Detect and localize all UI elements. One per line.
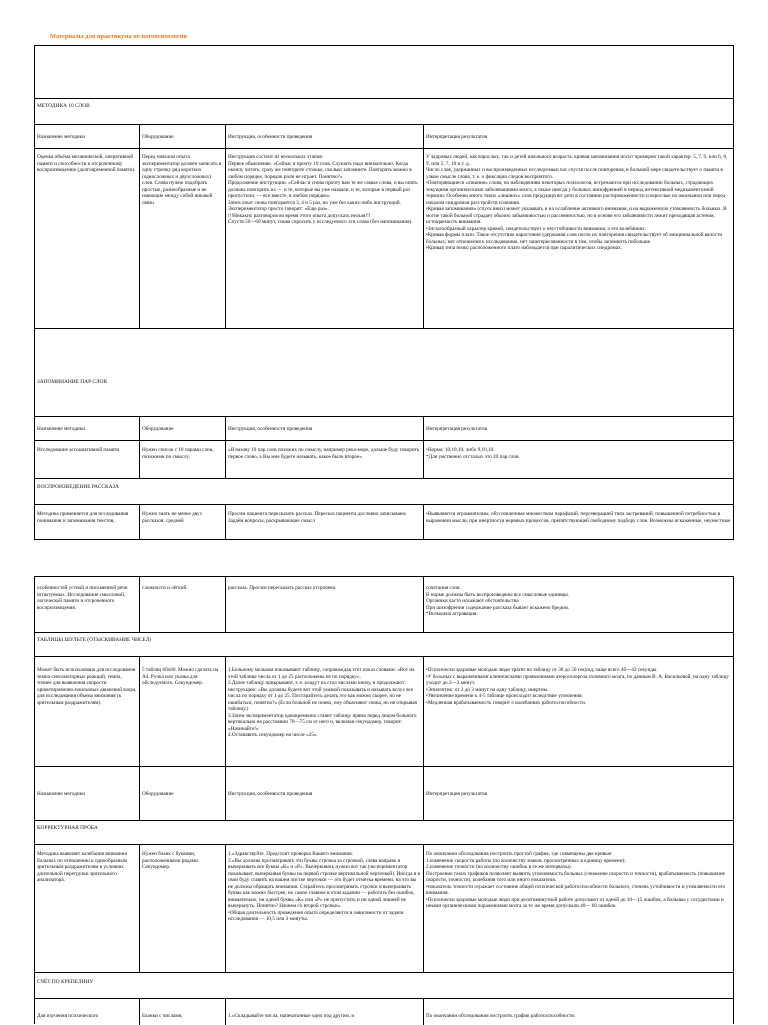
cell-instruction: 1.«Здравствуйте. Предстоит проверка Вашего внимания. 2.«Вы должны просматривать эти буквы строчка за строчкой, слева направо и вычеркивать все буквы «К» и «Р». Вычеркивать нужно вот так (экспериментатор показывает, вычеркивая буквы на первой строчке вертикальной черточкой). Иногда я в свои буду ставить на вашем листке черточки — это будет отметка времени, на это вы не должны обращать внимания. Старайтесь просматривать строчки и вычеркивать буквы как можно быстрее, но самое главное в этом задании — работать без ошибок, внимательно, ни одной буквы «К» или «Р» не пропустить и ни одной лишней не вычеркнуть. Понятно? Начнем со второй строчки». •Общая длительность проведения опыта определяется в зависимости от задачи исследования — 10,5 или 3 минуты. [225, 845, 423, 972]
blank-header-row [35, 46, 733, 98]
header-purpose: Назначение методики [37, 426, 85, 433]
cell-instruction: 1.«Складывайте числа, напечатанные одно под другим, и [225, 999, 423, 1025]
header-interpretation: Интерпретация результатов [423, 125, 733, 148]
section-title: ВОСПРОИЗВЕДЕНИЕ РАССКАЗА [37, 484, 119, 490]
top-link[interactable]: Материалы для практикума по патопсихологии [50, 33, 188, 40]
header-row [35, 766, 733, 820]
section-proof [35, 820, 733, 844]
cell-equipment: Нужен список с 10 парами слов, похожими по смыслу. [139, 441, 225, 478]
header-interpretation: Интерпретация результатов [423, 417, 733, 440]
cell-equipment: 5 таблиц 60х60. Можно сделать на А4. Ручка или указка для обследуемого. Секундомер. [139, 657, 225, 766]
header-row [35, 124, 733, 148]
cell-purpose: Для изучения психического [37, 1013, 99, 1019]
section-title: СЧЁТ ПО КРЕПЕЛИНУ [37, 979, 94, 985]
header-row [35, 416, 733, 440]
row-kraepelin [35, 998, 733, 1025]
header-instruction: Инструкция, особенности проведения [225, 767, 423, 820]
cell-instruction: Инструкция состоит из нескольких этапов: Первое объяснение. «Сейчас я прочту 10 слов. Слушать надо внимательно. Когда окончу читать, сразу же повторите столько, сколько запомните. Повторять можно в любом порядке, порядок роли не играет. Понятно?» Продолжение инструкции. «Сейчас я снова прочту вам те же самые слова, и вы опять должны повторить их — и те, которые вы уже назвали, и те, которые в первый раз пропустили, — все вместе, в любом порядке». Затем опыт снова повторяется 3, 4 и 5 раз, но уже без каких-либо инструкций. Экспериментатор просто говорит: «Еще раз». !!!Никаких разговоров во время этого опыта допускать нельзя!!! Спустя 50—60 минут, снова спросить у исследуемого эти слова (без напоминания). [225, 149, 423, 328]
section-schulte [35, 632, 733, 656]
cell-interpretation: По окончании обследования построить график работоспособности: [423, 999, 733, 1025]
row-schulte [35, 656, 733, 766]
header-purpose: Назначение методики [37, 791, 85, 798]
section-kraepelin [35, 972, 733, 998]
cell-interpretation: •Норма: 10,10,10, либо 9,10,10. *Для умственно отсталых это 20 пар слов. [423, 441, 733, 478]
cell-equipment: Нужен бланк с буквами, расположенными рядами. Секундомер. [139, 845, 225, 972]
page-2-table [34, 576, 734, 1024]
cell-purpose: Оценка объёма механической, оперативной памяти и способности к отсроченному воспроизведению (долговременной памяти). [37, 154, 136, 173]
page-1-table [34, 45, 734, 540]
cell-purpose: особенностей устной и письменной речи испытуемых. Исследование смысловой, логической памяти и отсроченного воспроизведения. [37, 585, 128, 611]
cell-interpretation: У здоровых людей, как взрослых, так и детей школьного возраста, кривая запоминания носит примерно такой характер: 5, 7, 9, или 6, 8, 9, или 5, 7, 10 и т. д. Число слов, удержанных и воспроизведенных исследуемым час спустя после повторения, в большей мере свидетельствует о памяти в узком смысле слова, т. е. о фиксации следов восприятого. •Повторяющиеся «лишние» слова, по наблюдениям некоторых психологов, встречаются при исследовании больных, страдающих текущими органическими заболеваниями мозга, а также иногда у больных шизофренией в период интенсивной медикаментозной терапии. Особенно много таких «лишних» слов продуцируют дети в состоянии расторможенности и взрослые по окончании или перед началом синдромов расстройств сознания. •Кривая запоминания» (спуск вниз) может указывать и на ослабление активного внимания, и на выраженную утомляемость больных. В могие такой больной страдает обычно забывчивостью и рассеянностью, но в основе его забывчивости лежит преходящая астения, истощаемость внимания. •Зигзагообразный характер кривой, свидетельствует о неустойчивости внимания, о его колебаниях. •Кривая формы плато. Такое отсутствие нарастания удержания слов после их повторения свидетельствует об эмоциональной вялости больных; нет отношения к исследованию, нет заинтересованности в том, чтобы запомнить побольше. •Кривая типа низко расположенного плато наблюдается при паралитических синдромах. [423, 149, 733, 328]
header-instruction: Инструкция, особенности проведения [225, 417, 423, 440]
cell-equipment: Перед началом опыта экспериментатор должен записать в одну строчку ряд коротких (односложных и двухсложных) слов. Слова нужно подобрать простые, разнообразные и не имеющие между собой никакой связи. [139, 149, 225, 328]
header-equipment: Оборудование [139, 417, 225, 440]
cell-instruction: Просим пациента пересказать рассказ. Пересказ пациента дословно записываем. Задаём вопросы, раскрывающие смысл [225, 505, 423, 539]
cell-purpose: Методика применяется для исследования понимания и запоминания текстов, [37, 511, 129, 524]
cell-purpose: Исследование ассоциативной памяти [37, 447, 120, 453]
section-title: ЗАПОМИНАНИЕ ПАР СЛОВ [37, 379, 108, 385]
cell-equipment: Бланки с числами, [139, 999, 225, 1025]
cell-interpretation: •Психически здоровые молодые люди тратят на таблицу от 30 до 50 секунд, чаще всего 40—42 секунды. •У больных с выраженными клиническими проявлениями атеросклероза головного мозга, по данным В. А. Васильевой, на одну таблицу уходит до 2—3 минут. •Эпилептик: от 2 до 3 минут на одну таблицу, инертны. •Увеличение времени к 4-5 таблице происходит вследствие утомления. •Медленная врабатываемость говорит о колебаниях работоспособности. [423, 657, 733, 766]
cell-interpretation: •Выявляются аграмматизмы, обусловленные множеством парафазий, персеверацией типа застреваний, повышенной потребностью в выражении мысли, при инертности нервных процессов, препятствующей свободному подбору слов. Возможны искаженные, неуместные [423, 505, 733, 539]
header-equipment: Оборудование [139, 767, 225, 820]
cell-equipment: сложности и лёгкий. [139, 577, 225, 632]
row-word-pairs [35, 440, 733, 478]
cell-interpretation: сочетания слов. В норме должны быть воспроизведены все смысловые единицы. Органики часто искажают обстоятельства При шизофрении содержание рассказа бывает искажено бредом. *Возможна аггравация. [423, 577, 733, 632]
section-story [35, 478, 733, 504]
cell-equipment: Нужно знать не менее двух рассказов: средней [139, 505, 225, 539]
cell-purpose: Методика выявляет колебания внимания больных по отношению к однообразным зрительным раздражителям в условиях длительной перегрузки зрительного анализатора. [37, 851, 128, 883]
cell-instruction: рассказа. Просим пересказать рассказ отсрочено. [225, 577, 423, 632]
row-proof [35, 844, 733, 972]
section-word-pairs [35, 328, 733, 416]
row-10-words [35, 148, 733, 328]
header-interpretation: Интерпретация результатов [423, 767, 733, 820]
section-title: КОРРЕКТУРНАЯ ПРОБА [37, 825, 98, 831]
section-title: ТАБЛИЦЫ ШУЛЬТЕ (ОТЫСКИВАНИЕ ЧИСЕЛ) [37, 637, 152, 643]
row-story-continued [35, 577, 733, 632]
row-story [35, 504, 733, 539]
header-equipment: Оборудование [139, 125, 225, 148]
cell-instruction: «Я назову 10 пар слов похожих по смыслу, например река-море, дальше буду говорить первое слово, а Вы мне будете называть, какое было второе» [225, 441, 423, 478]
cell-purpose: Может быть использована для исследования темпа сенсомоторных реакций, темпа, точнее для выявления скорости ориентировочно-поисковых движений взора, для исследования объема внимания (к зрительным раздражителям). [37, 667, 137, 706]
cell-instruction: 1.Больному мельком показывают таблицу, сопровождая этот показ словами: «Вот на этой таблице числа от 1 до 25 расположены не по порядку». 2.Далее таблицу прикрывают, т. е. кладут на стол числами книзу, и продолжают инструкцию: «Вы должны будете вот этой указкой показывать и называть вслух все числа по порядку от 1 до 25. Постарайтесь делать это как можно скорее, но не ошибаться, понятно?» (Если больной не понял, ему объясняют снова, но не открывая таблицу.) 3.Затем экспериментатор одновременно ставит таблицу прямо перед лицом больного вертикально на расстоянии 70—75 см от него и, включая секундомер, говорит: «Начинайте!» 4.Останавить секундомер на числе «25». [225, 657, 423, 766]
section-title: МЕТОДИКА 10 СЛОВ [37, 103, 90, 109]
section-10-words [35, 98, 733, 124]
header-instruction: Инструкция, особенности проведения [225, 125, 423, 148]
cell-interpretation: По окончании обследования построить простой график, где совмещены две кривые: 1.изменение скорости работы (по количеству знаков, просмотренных в единицу времени); 2.изменение точности (по количеству ошибок в те же интервалы). Построение таких графиков позволяет выявить утомляемость больных (снижение скорости и точности), врабатываемость (повышение скорости, точности), колебания того или иного показателя. •показатель точности отражает состояние общей психической работоспособности больного, степень устойчивости и утомляемости его внимания. •Психически здоровые молодые люди при десятиминутной работе допускают от одной до 10—15 ошибок, а больные с сосудистыми и иными органическими поражениями мозга за то же время допускали 40— 60 ошибок. [423, 845, 733, 972]
header-purpose: Назначение методики [37, 134, 85, 141]
